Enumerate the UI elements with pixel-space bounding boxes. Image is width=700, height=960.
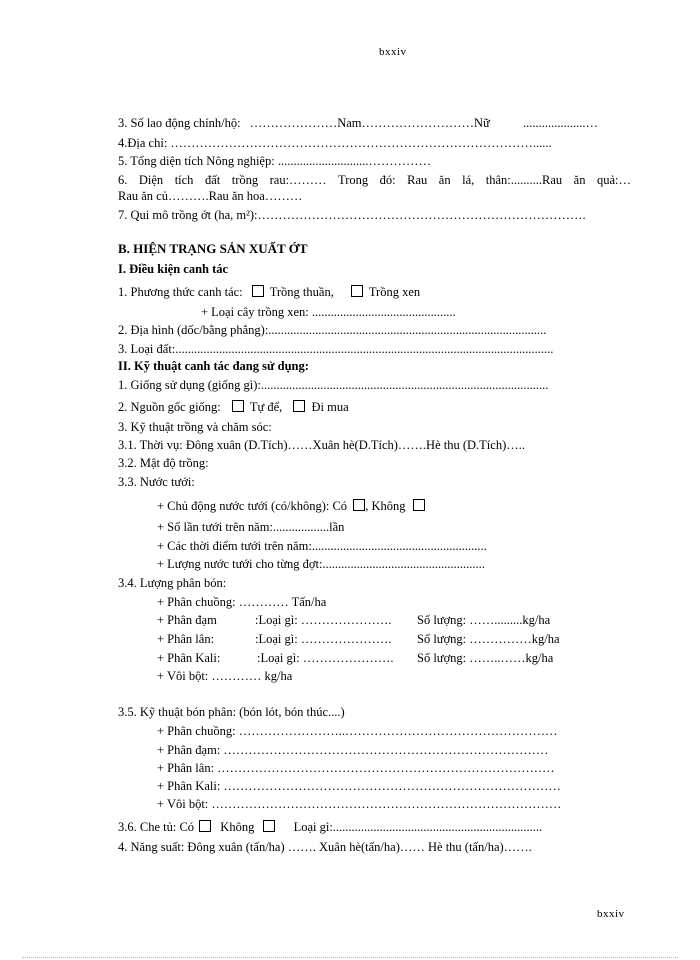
section-1-title: I. Điều kiện canh tác [118,262,229,276]
tech-row: + Phân chuồng: ……………………..…………………………………………… [157,724,558,738]
s2-q2-seed-origin: 2. Nguồn gốc giống: Tự để, Đi mua [118,400,349,414]
s1-q2-terrain: 2. Địa hình (dốc/bằng phẳng):......................................................................................... [118,323,547,337]
tech-row: + Phân Kali: ……………………………………………………………………… [157,779,561,793]
page-bottom-divider [22,957,678,958]
q3-fill-end: ....................… [522,116,598,130]
s1-q3-soil: 3. Loại đất:......................................................................................................................... [118,342,554,356]
section-2-title: II. Kỹ thuật canh tác đang sử dụng: [118,359,309,373]
s2-q4-yield: 4. Năng suất: Đông xuân (tấn/ha) ……. Xuân hè(tấn/ha)…… Hè thu (tấn/ha)……. [118,840,532,854]
tech-row: + Phân lân: ……………………………………………………………………… [157,761,555,775]
q3-fill-gender: …………………Nam………………………Nữ [249,116,490,130]
s2-q3-3-irrigation: 3.3. Nước tưới: [118,475,195,489]
q5-agri-area: 5. Tổng diện tích Nông nghiệp: .............................…………… [118,154,431,168]
tech-row: + Vôi bột: ………………………………………………………………………… [157,797,562,811]
water-timing: + Các thời điểm tưới trên năm:........................................................ [157,539,487,553]
water-amount: + Lượng nước tưới cho từng đợt:.................................................... [157,557,485,571]
q6-vegetable-area-cont: Rau ăn củ……….Rau ăn hoa……… [118,189,303,203]
checkbox-water-yes[interactable] [353,499,365,511]
checkbox-self-saved[interactable] [232,400,244,412]
q4-address: 4.Địa chỉ: ……………………………………………………………………………...... [118,136,552,150]
s2-q1-variety: 1. Giống sử dụng (giống gì):............................................................................................ [118,378,549,392]
q3-labor [118,116,598,131]
s1-q1-intercrop-type: + Loại cây trồng xen: .............................................. [201,305,456,319]
checkbox-bought[interactable] [293,400,305,412]
section-b-title: B. HIỆN TRẠNG SẢN XUẤT ỚT [118,241,308,256]
water-active: + Chủ động nước tưới (có/không): Có , Không [157,499,428,514]
s2-q3-6-mulch: 3.6. Che tủ: Có Không Loại gì:................................................................... [118,820,543,834]
checkbox-intercrop[interactable] [351,285,363,297]
page-header: bxxiv [379,46,407,58]
q6-vegetable-area: 6. Diện tích đất trồng rau:……… Trong đó: Rau ăn lá, thân:..........Rau ăn quả:… [118,173,631,187]
q7-chili-scale: 7. Qui mô trồng ớt (ha, m²):……………………………………………………………………. [118,208,586,222]
fert-row: + Phân lân: :Loại gì: …………………. Số lượng: ……………kg/ha [157,632,560,646]
q3-label: 3. Số lao động chính/hộ: [118,116,241,130]
s2-q3-technique: 3. Kỹ thuật trồng và chăm sóc: [118,420,272,434]
page-footer: bxxiv [597,908,625,920]
s2-q3-5-fert-technique: 3.5. Kỹ thuật bón phân: (bón lót, bón thúc....) [118,705,345,719]
s2-q3-4-fertilizer: 3.4. Lượng phân bón: [118,576,227,590]
tech-row: + Phân đạm: …………………………………………………………………… [157,743,549,757]
water-times-per-year: + Số lần tưới trên năm:..................lần [157,520,345,534]
s1-q1-farming-method: 1. Phương thức canh tác: Trồng thuần, Trồng xen [118,285,421,299]
fert-row: + Phân Kali: :Loại gì: …………………. Số lượng: ……..……kg/ha [157,651,554,665]
checkbox-water-no[interactable] [413,499,425,511]
fert-lime: + Vôi bột: ………… kg/ha [157,669,293,683]
checkbox-mulch-yes[interactable] [199,820,211,832]
fert-row: + Phân đạm :Loại gì: …………………. Số lượng: …….........kg/ha [157,613,551,627]
fert-manure: + Phân chuồng: ………… Tấn/ha [157,595,327,609]
checkbox-mulch-no[interactable] [263,820,275,832]
s2-q3-1-season: 3.1. Thời vụ: Đông xuân (D.Tích)……Xuân hè(D.Tích)…….Hè thu (D.Tích)….. [118,438,525,452]
s2-q3-2-density: 3.2. Mật độ trồng: [118,456,209,470]
checkbox-monoculture[interactable] [252,285,264,297]
